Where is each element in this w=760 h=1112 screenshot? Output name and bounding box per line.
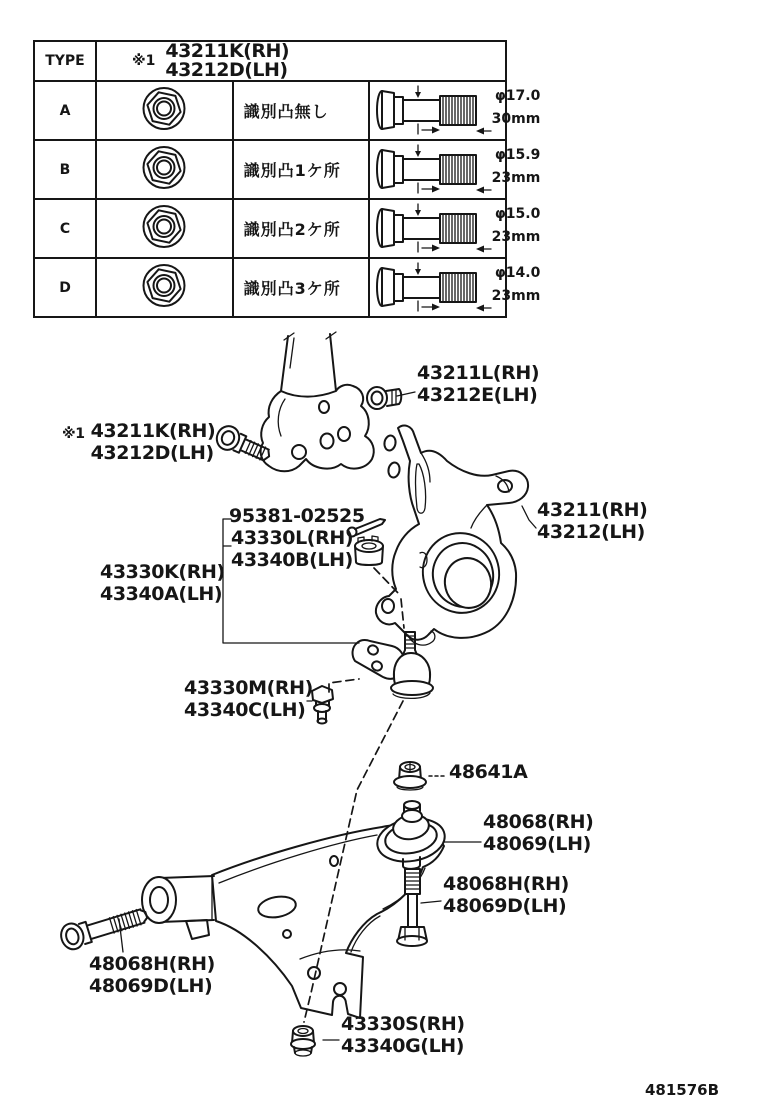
label-arm-bolt-left: 48068H(RH) 48069D(LH) xyxy=(89,953,215,997)
label-castle-nut: 43330L(RH) 43340B(LH) xyxy=(231,527,354,571)
label-lower-arm: 48068(RH) 48069(LH) xyxy=(483,811,594,855)
bolt-diameter: φ15.9 xyxy=(494,147,541,163)
flange-nut-icon-48641A xyxy=(394,762,426,790)
type-letter: C xyxy=(59,220,71,237)
bolt-length: 23mm xyxy=(491,170,541,186)
header-part-rh: 43211K(RH) xyxy=(165,40,290,62)
label-arm-bolt-right: 48068H(RH) 48069D(LH) xyxy=(443,873,569,917)
castle-nut-icon xyxy=(355,536,383,565)
strut-bracket xyxy=(261,332,374,471)
bolt-length: 23mm xyxy=(491,288,541,304)
bolt-diameter: φ14.0 xyxy=(494,265,541,281)
ref-mark: ※1 xyxy=(132,53,156,69)
bolt-diameter: φ17.0 xyxy=(494,88,541,104)
flange-bolt-icon-43211L xyxy=(367,387,401,409)
figure-number: 481576B xyxy=(645,1081,720,1099)
bolt-length: 30mm xyxy=(491,111,541,127)
label-grease-fitting: 43330M(RH) 43340C(LH) xyxy=(184,677,313,721)
type-letter: B xyxy=(59,161,71,178)
type-header: TYPE xyxy=(45,53,85,69)
label-cotter-pin: 95381-02525 xyxy=(229,505,365,527)
bolt-length: 23mm xyxy=(491,229,541,245)
ball-joint xyxy=(353,632,433,698)
marking-desc: 識別凸1ケ所 xyxy=(243,161,341,180)
label-ball-joint-assembly: 43330K(RH) 43340A(LH) xyxy=(100,561,225,605)
type-letter: A xyxy=(59,102,71,119)
marking-desc: 識別凸無し xyxy=(243,102,329,121)
label-knuckle: 43211(RH) 43212(LH) xyxy=(537,499,648,543)
label-knuckle-bolt: ※1 43211K(RH) 43212D(LH) xyxy=(62,420,216,464)
marking-desc: 識別凸2ケ所 xyxy=(243,220,341,239)
label-strut-bracket-bolt: 43211L(RH) 43212E(LH) xyxy=(417,362,540,406)
type-letter: D xyxy=(59,279,71,296)
arm-bolt-left-icon xyxy=(58,901,150,952)
header-part-lh: 43212D(LH) xyxy=(165,59,288,81)
label-ball-joint-nut: 43330S(RH) 43340G(LH) xyxy=(341,1013,465,1057)
marking-desc: 識別凸3ケ所 xyxy=(243,279,341,298)
hex-nut-icon-43330S xyxy=(291,1026,315,1056)
bolt-diameter: φ15.0 xyxy=(494,206,541,222)
steering-knuckle xyxy=(376,426,528,646)
label-arm-nut: 48641A xyxy=(449,761,528,783)
